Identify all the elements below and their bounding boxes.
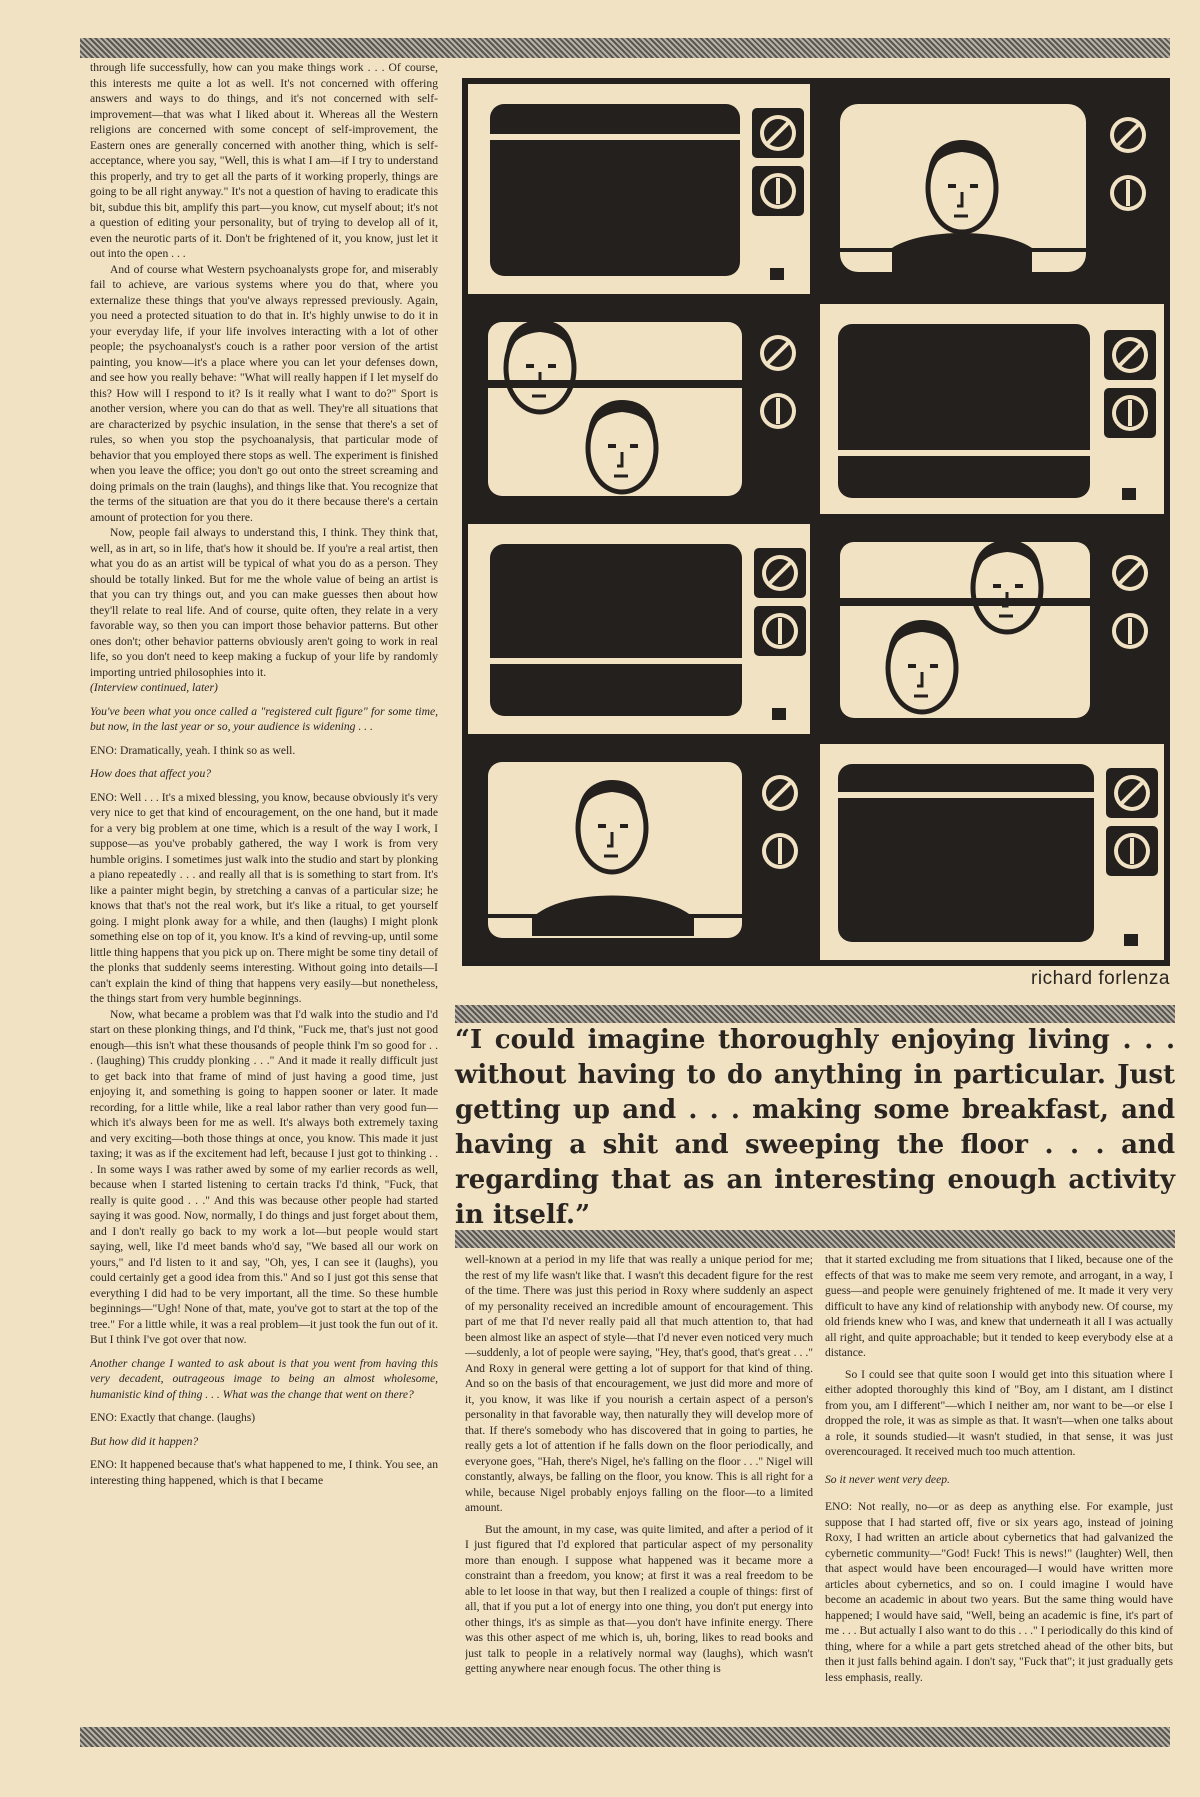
middle-halftone-band-upper: [455, 1005, 1175, 1023]
tv-set-8: [820, 744, 1164, 960]
question-cult-figure: You've been what you once called a "registered cult figure" for some time, but now, in the last year or so, your audience is widening . . .: [90, 704, 438, 733]
right-paragraph-1: that it started excluding me from situations that I liked, because one of the effects of that was to make me seem very remote, and arrogant, in a way, I guess—and people were genuinely frightened of me. It made it very very difficult to have any kind of relationship with anybody new. Of course, my old friends knew who I was, and knew that underneath it all I was actually all right, and quite approachable; but it tended to keep everybody else at a distance.: [825, 1253, 1173, 1359]
bottom-halftone-band: [80, 1727, 1170, 1747]
tv-set-5: [468, 524, 810, 734]
question-how-affect: How does that affect you?: [90, 767, 212, 780]
middle-column: [465, 1252, 813, 1724]
tv-set-1: [468, 84, 810, 294]
tv-set-7: [468, 744, 810, 960]
tv-set-2: [820, 84, 1164, 294]
answer-dramatically: ENO: Dramatically, yeah. I think so as well.: [90, 743, 296, 757]
middle-paragraph-2: But the amount, in my case, was quite limited, and after a period of it I just figured that I'd explored that particular aspect of my personality more than enough. I suppose what happened was it became more a constraint than a freedom, you know; at first it was a real freedom to be able to let loose in that way, but then I realized a couple of things: first of all, that if you put a lot of energy into one thing, you don't put energy into other things, it's as simple as that—you don't have infinite energy. There was this other aspect of me which is, uh, boring, likes to read books and just talk to people in a relatively normal way (laughs), which wasn't getting anywhere near enough focus. The other thing is: [465, 1522, 813, 1675]
right-paragraph-2: So I could see that quite soon I would get into this situation where I either adopted thoroughly this kind of "Boy, am I distant, am I distinct from you, am I different"—which I neither am, nor want to be—or else I dropped the role, it was as simple as that. It wasn't—when one talks about a role, it sounds studied—it wasn't studied, in that sense, it was just overencouraged. It received much too much attention.: [825, 1367, 1173, 1458]
answer-it-happened: ENO: It happened because that's what happened to me, I think. You see, an interesting thing happened, which is that I became: [90, 1458, 438, 1487]
question-image-change: Another change I wanted to ask about is that you went from having this very decadent, outrageous image to being an almost wholesome, humanistic kind of thing . . . What was the change that went on there?: [90, 1356, 438, 1401]
answer-plonking: Now, what became a problem was that I'd walk into the studio and I'd start on these plonking things, and I'd think, "Fuck me, that's just not good enough—this isn't what these thousands of people think I'm so good for . . . (laughing) This cruddy plonking . . ." And it made it really difficult just to get back into that frame of mind of just having a good time, just enjoying it, and something is going to happen sooner or later. It made recording, for a little while, like a real labor rather than very good fun—which it's always been for me as well. It's always both extremely taxing and very exciting—both those things at once, you know. This made it just taxing; it was as if the excitement had left, because I just got to thinking . . . In some ways I was rather awed by some of my earlier records as well, because when I started listening to certain tracks I'd think, "Fuck, that really is quite good . . ." And this was because other people had started saying it was good. Now, normally, I do things and just forget about them, and I don't really go back to my work a lot—but people would start saying, well, like I'd meet bands who'd say, "We based all our work on yours," and I'd listen to it and say, "Oh, yes, I can see it (laughs), you could certainly get a good idea from this." And so I just got this sense that everything I did had to be very important, all the time. So these humble beginnings—"Ugh! None of that, mate, you've got to start at the top of the tree." For a little while, it was a real problem—it just took the fun out of it. But I think I've got over that now.: [90, 1007, 438, 1346]
tv-set-4: [820, 304, 1164, 514]
answer-mixed-blessing: ENO: Well . . . It's a mixed blessing, you know, because obviously it's very very nice to get that kind of encouragement, on the one hand, but it made for a very big problem at one time, which is a result of the way I work, I suppose—as you've probably gathered, the way I work is from very humble origins. I sometimes just walk into the studio and start by plonking a piano repeatedly . . . and really all that is is something to start from. It's like a painter might begin, by stretching a canvas of a particular size; he knows that that's not the real work, but it's like a ritual, to get yourself going. I might plonk away for a while, and then (laughs) I might plonk something else on top of it, you know. It's a kind of revving-up, until some little thing happens that you pick up on. There might be some tiny detail of the plonks that suddenly seems interesting. Without going into details—I can't explain the kind of thing that happens very easily—but nonetheless, the things start from very humble beginnings.: [90, 790, 438, 1005]
illustration-credit: richard forlenza: [1031, 968, 1170, 989]
top-halftone-band: [80, 38, 1170, 58]
interview-continued-note: (Interview continued, later): [90, 681, 218, 694]
tv-grid-illustration: [462, 78, 1170, 966]
left-column: [90, 60, 438, 1724]
question-never-deep: So it never went very deep.: [825, 1472, 950, 1486]
tv-set-6: [820, 524, 1164, 734]
tv-set-3: [468, 304, 810, 514]
middle-paragraph-1: well-known at a period in my life that was really a unique period for me; the rest of my life wasn't like that. I wasn't this decadent figure for the rest of the time. There was just this period in Roxy where suddenly an aspect of my personality received an incredible amount of encouragement. This part of me that I'd never really paid all that much attention to, that had been almost like an aspect of style—that I'd never even noticed very much—suddenly, a lot of people were saying, "Hey, that's good, that's great . . ." And Roxy in general were getting a lot of support for that kind of thing. And so on the basis of that encouragement, we just did more and more of it, you know, it was like if you nourish a certain aspect of a person's personality in that favorable way, then naturally they will develop more of that. If there's somebody who has discovered that in going to parties, he really gets a lot of attention if he falls down on the floor periodically, and everyone goes, "Hah, there's Nigel, he's falling on the floor . . ." Nigel will constantly, always, be falling on the floor, you know. This is all right for a while, because Nigel probably enjoys falling on the floor—to a limited amount.: [465, 1253, 813, 1514]
left-paragraph-3: Now, people fail always to understand this, I think. They think that, well, as in art, so in life, that's how it should be. If you're a real artist, then what you do as an artist will be typical of what you do as a person. They should be totally linked. But for me the whole value of being an artist is that you can try things out, and you can make guesses then about how they'll relate to real life. And of course, quite often, they relate in a very favorable way, so then you can import those behavior patterns. But other ones don't; other behavior patterns obviously aren't going to work in real life, so you don't need to keep making a fuckup of your life by randomly importing untried philosophies into it.: [90, 526, 438, 679]
left-paragraph-2: And of course what Western psychoanalysts grope for, and miserably fail to achieve, are various systems where you do that, where you externalize these things that you've always repressed previously. Again, you need a protected situation to do that in. It's highly unwise to do it in your everyday life, if your life involves interacting with a lot of other people; the psychoanalyst's couch is a rather poor version of the artist painting, you know—it's a place where you can let your defenses down, and see how you really behave: "What will really happen if I let myself do this? How will I respond to it? Is it really what I want to do?" Sport is another version, where you can do that as well. They're all situations that are characterized by psychic insulation, in the sense that there's a set of rules, so when you stop the psychoanalysis, that particular mode of behavior that you employed there stops as well. The experiment is finished when you leave the office; you don't go out onto the street screaming and doing primals on the train (laughs), and things like that. You recognize that the terms of the situation are that you do it there because there's a certain amount of protection for you there.: [90, 262, 438, 524]
pull-quote: “I could imagine thoroughly enjoying living . . . without having to do anything in particular. Just getting up and . . . making some breakfast, and having a shit and sweeping the floor . . . and regarding that as an interesting enough activity in itself.”: [455, 1025, 1175, 1230]
question-how-happen: But how did it happen?: [90, 1434, 199, 1448]
left-paragraph-1: through life successfully, how can you make things work . . . Of course, this interests me quite a lot as well. It's not concerned with offering answers and ways to do things, and it's not concerned with self-improvement—that was what I liked about it. Whereas all the Western religions are concerned with some concept of self-improvement, the Eastern ones are generally concerned with another thing, which is self-acceptance, where you say, "Well, this is what I am—if I try to understand this properly, and try to get all the parts of it working properly, things are going to be all right anyway." It's not a question of having to eradicate this bit, subdue this bit, amplify this part—you know, cut myself about; it's not a question of editing your personality, but of trying to develop all of it, even the neurotic parts of it. Don't be frightened of it, you know, just let it out into the open . . .: [90, 61, 438, 260]
answer-exactly: ENO: Exactly that change. (laughs): [90, 1411, 256, 1424]
answer-not-really: ENO: Not really, no—or as deep as anything else. For example, just suppose that I had started off, five or six years ago, instead of joining Roxy, I had written an article about cybernetics that had galvanized the cybernetic community—"God! Fuck! This is news!" (laughter) Well, then that aspect would have been encouraged—I would have written more articles about cybernetics, and so on. I could imagine I would have become an academic in about two years. But the same thing would have happened; I would have said, "Well, being an academic is fine, it's part of me . . . But actually I also want to do this . . ." I periodically do this kind of thing, where for a while a part gets stretched ahead of the other bits, but then it just falls behind again. I don't say, "Fuck that"; it just gradually gets less emphasis, really.: [825, 1500, 1173, 1684]
right-column: [825, 1252, 1173, 1724]
